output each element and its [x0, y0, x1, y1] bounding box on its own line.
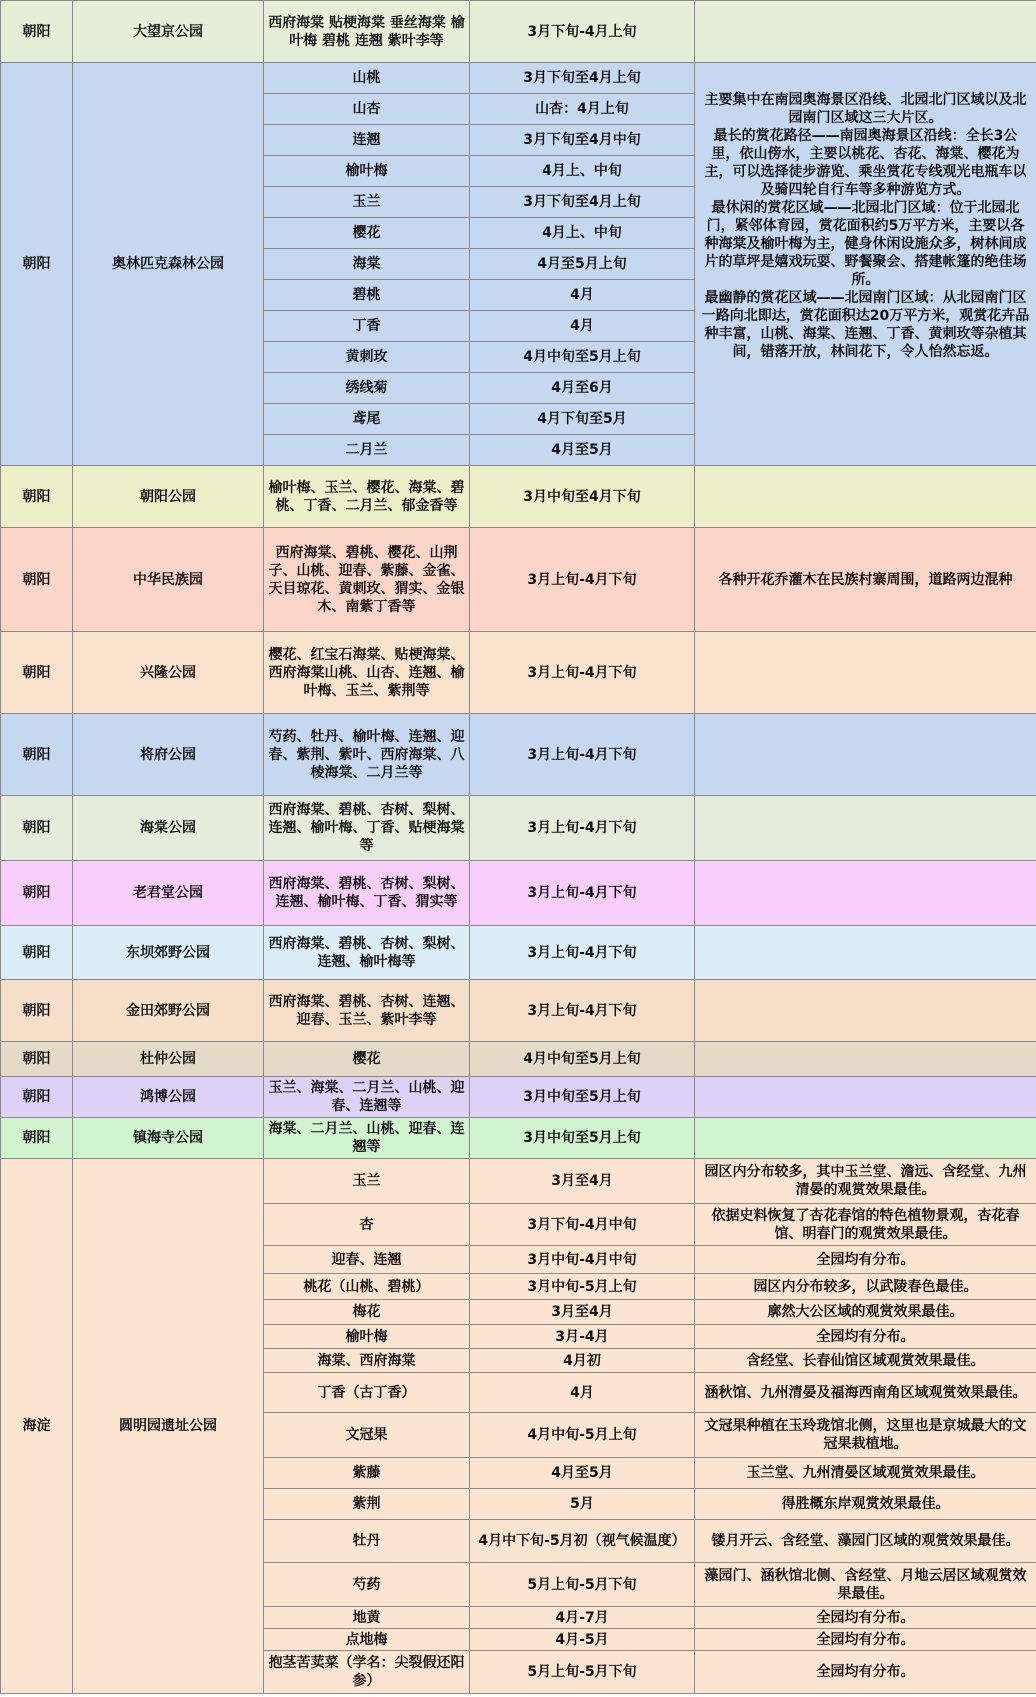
- note-cell: 全园均有分布。: [695, 1651, 1036, 1694]
- table-row: [1, 1042, 1036, 1077]
- bloom-period-cell: 5月上旬-5月下旬: [470, 1651, 695, 1694]
- park-name-cell: 朝阳公园: [73, 466, 264, 528]
- park-name-cell: 鸿博公园: [73, 1077, 264, 1118]
- flower-type-cell: 丁香: [264, 311, 470, 342]
- table-row: [1, 1, 1036, 63]
- bloom-period-cell: 3月中旬-5月上旬: [470, 1274, 695, 1300]
- note-cell: 全园均有分布。: [695, 1246, 1036, 1274]
- flower-types-cell: 樱花、红宝石海棠、贴梗海棠、西府海棠山桃、山杏、连翘、榆叶梅、玉兰、紫荆等: [264, 632, 470, 714]
- bloom-period-cell: 5月: [470, 1489, 695, 1520]
- flower-type-cell: 文冠果: [264, 1413, 470, 1458]
- bloom-period-cell: 4月中下旬-5月初（视气候温度）: [470, 1520, 695, 1563]
- district-cell: 朝阳: [1, 796, 73, 861]
- bloom-period-cell: 4月中旬至5月上旬: [470, 1042, 695, 1077]
- bloom-period-cell: 3月中旬至5月上旬: [470, 1077, 695, 1118]
- bloom-period-cell: 3月至4月: [470, 1159, 695, 1204]
- note-cell: [695, 796, 1036, 861]
- bloom-period-cell: 3月上旬-4月下旬: [470, 926, 695, 980]
- flower-type-cell: 迎春、连翘: [264, 1246, 470, 1274]
- note-cell: [695, 1118, 1036, 1159]
- flower-type-cell: 桃花（山桃、碧桃）: [264, 1274, 470, 1300]
- flower-type-cell: 海棠: [264, 249, 470, 280]
- flower-types-cell: 西府海棠、碧桃、杏树、梨树、连翘、榆叶梅、丁香、贴梗海棠等: [264, 796, 470, 861]
- bloom-period-cell: 4月上、中旬: [470, 218, 695, 249]
- table-row: [1, 714, 1036, 796]
- bloom-period-cell: 4月: [470, 280, 695, 311]
- note-cell: 镂月开云、含经堂、藻园门区域的观赏效果最佳。: [695, 1520, 1036, 1563]
- flower-type-cell: 山杏: [264, 94, 470, 125]
- flower-type-cell: 抱茎苦荬菜（学名：尖裂假还阳参）: [264, 1651, 470, 1694]
- flower-type-cell: 榆叶梅: [264, 1325, 470, 1349]
- note-cell: 含经堂、长春仙馆区域观赏效果最佳。: [695, 1349, 1036, 1373]
- note-cell: [695, 980, 1036, 1042]
- note-cell: [695, 1, 1036, 63]
- park-name-cell: 金田郊野公园: [73, 980, 264, 1042]
- district-cell: 朝阳: [1, 1077, 73, 1118]
- flower-types-cell: 西府海棠、碧桃、杏树、梨树、连翘、榆叶梅、丁香、猬实等: [264, 861, 470, 926]
- bloom-period-cell: 3月至4月: [470, 1300, 695, 1325]
- district-cell: 朝阳: [1, 63, 73, 466]
- table-row: [1, 63, 1036, 94]
- bloom-period-cell: 4月至5月: [470, 435, 695, 466]
- bloom-period-cell: 3月上旬-4月下旬: [470, 714, 695, 796]
- bloom-period-cell: 3月上旬-4月下旬: [470, 861, 695, 926]
- park-name-cell: 中华民族园: [73, 528, 264, 632]
- note-cell: 园区内分布较多，其中玉兰堂、澹远、含经堂、九州清晏的观赏效果最佳。: [695, 1159, 1036, 1204]
- flower-type-cell: 黄刺玫: [264, 342, 470, 373]
- park-name-cell: 镇海寺公园: [73, 1118, 264, 1159]
- park-name-cell: 东坝郊野公园: [73, 926, 264, 980]
- table-row: [1, 926, 1036, 980]
- bloom-period-cell: 4月-5月: [470, 1629, 695, 1651]
- note-cell: 主要集中在南园奥海景区沿线、北园北门区域以及北园南门区域这三大片区。 最长的赏花路径——南园奥海景区沿线：全长3公里，依山傍水，主要以桃花、杏花、海棠、樱花为主，可以选择徒步游览、乘坐赏花专线观光电瓶车以及骑四轮自行车等多种游览方式。 最休闲的赏花区域——北园北门区域：位于北园北门，紧邻体育园，赏花面积约5万平方米，主要以各种海棠及榆叶梅为主，健身休闲设施众多，树林间成片的草坪是嬉戏玩耍、野餐聚会、搭建帐篷的绝佳场所。 最幽静的赏花区域——北园南门区域：从北园南门区一路向北即达，赏花面积达20万平方米，观赏花卉品种丰富，山桃、海棠、连翘、丁香、黄刺玫等杂植其间，错落开放，林间花下，令人怡然忘返。: [695, 63, 1036, 466]
- table-body: [1, 1, 1036, 1694]
- park-name-cell: 将府公园: [73, 714, 264, 796]
- bloom-period-cell: 3月上旬-4月下旬: [470, 796, 695, 861]
- flower-type-cell: 樱花: [264, 218, 470, 249]
- flower-type-cell: 二月兰: [264, 435, 470, 466]
- note-cell: 全园均有分布。: [695, 1607, 1036, 1629]
- flower-types-cell: 榆叶梅、玉兰、樱花、海棠、碧桃、丁香、二月兰、郁金香等: [264, 466, 470, 528]
- bloom-period-cell: 3月下旬-4月上旬: [470, 1, 695, 63]
- district-cell: 朝阳: [1, 1042, 73, 1077]
- table-row: [1, 466, 1036, 528]
- flower-type-cell: 海棠、西府海棠: [264, 1349, 470, 1373]
- bloom-period-cell: 3月下旬至4月上旬: [470, 187, 695, 218]
- bloom-period-cell: 3月下旬至4月上旬: [470, 63, 695, 94]
- note-cell: 藻园门、涵秋馆北侧、含经堂、月地云居区域观赏效果最佳。: [695, 1563, 1036, 1607]
- district-cell: 朝阳: [1, 861, 73, 926]
- flower-types-cell: 西府海棠、碧桃、杏树、梨树、连翘、榆叶梅等: [264, 926, 470, 980]
- flower-type-cell: 连翘: [264, 125, 470, 156]
- table-row: [1, 796, 1036, 861]
- bloom-period-cell: 3月上旬-4月下旬: [470, 528, 695, 632]
- district-cell: 朝阳: [1, 466, 73, 528]
- bloom-period-cell: 4月中旬-5月上旬: [470, 1413, 695, 1458]
- bloom-period-cell: 5月上旬-5月下旬: [470, 1563, 695, 1607]
- flower-type-cell: 梅花: [264, 1300, 470, 1325]
- flower-type-cell: 山桃: [264, 63, 470, 94]
- note-cell: 园区内分布较多，以武陵春色最佳。: [695, 1274, 1036, 1300]
- flower-types-cell: 西府海棠、碧桃、杏树、连翘、迎春、玉兰、紫叶李等: [264, 980, 470, 1042]
- park-name-cell: 海棠公园: [73, 796, 264, 861]
- park-name-cell: 圆明园遗址公园: [73, 1159, 264, 1694]
- table-row: [1, 861, 1036, 926]
- bloom-period-cell: 3月中旬至4月下旬: [470, 466, 695, 528]
- note-cell: 玉兰堂、九州清晏区域观赏效果最佳。: [695, 1458, 1036, 1489]
- bloom-period-cell: 3月上旬-4月下旬: [470, 980, 695, 1042]
- bloom-period-cell: 4月: [470, 311, 695, 342]
- flower-type-cell: 芍药: [264, 1563, 470, 1607]
- bloom-period-cell: 4月下旬至5月: [470, 404, 695, 435]
- table-row: [1, 980, 1036, 1042]
- park-name-cell: 杜仲公园: [73, 1042, 264, 1077]
- flower-type-cell: 杏: [264, 1204, 470, 1246]
- park-name-cell: 老君堂公园: [73, 861, 264, 926]
- flower-types-cell: 玉兰、海棠、二月兰、山桃、迎春、连翘等: [264, 1077, 470, 1118]
- bloom-period-cell: 3月中旬至5月上旬: [470, 1118, 695, 1159]
- flower-types-cell: 海棠、二月兰、山桃、迎春、连翘等: [264, 1118, 470, 1159]
- flower-types-cell: 樱花: [264, 1042, 470, 1077]
- note-cell: [695, 632, 1036, 714]
- flower-type-cell: 点地梅: [264, 1629, 470, 1651]
- note-cell: 全园均有分布。: [695, 1629, 1036, 1651]
- district-cell: 朝阳: [1, 632, 73, 714]
- park-name-cell: 奥林匹克森林公园: [73, 63, 264, 466]
- note-cell: 廓然大公区域的观赏效果最佳。: [695, 1300, 1036, 1325]
- bloom-period-cell: 4月上、中旬: [470, 156, 695, 187]
- flower-type-cell: 榆叶梅: [264, 156, 470, 187]
- table-row: [1, 1159, 1036, 1204]
- district-cell: 朝阳: [1, 1118, 73, 1159]
- table-row: [1, 528, 1036, 632]
- bloom-period-cell: 4月-7月: [470, 1607, 695, 1629]
- district-cell: 朝阳: [1, 926, 73, 980]
- bloom-period-cell: 4月至5月: [470, 1458, 695, 1489]
- flower-type-cell: 紫藤: [264, 1458, 470, 1489]
- flower-type-cell: 碧桃: [264, 280, 470, 311]
- flower-type-cell: 鸢尾: [264, 404, 470, 435]
- bloom-period-cell: 3月下旬-4月中旬: [470, 1204, 695, 1246]
- flower-type-cell: 玉兰: [264, 187, 470, 218]
- note-cell: 涵秋馆、九州清晏及福海西南角区域观赏效果最佳。: [695, 1373, 1036, 1413]
- note-cell: [695, 1077, 1036, 1118]
- note-cell: [695, 714, 1036, 796]
- note-cell: 得胜概东岸观赏效果最佳。: [695, 1489, 1036, 1520]
- park-name-cell: 兴隆公园: [73, 632, 264, 714]
- district-cell: 朝阳: [1, 528, 73, 632]
- bloom-period-cell: 3月中旬-4月中旬: [470, 1246, 695, 1274]
- note-cell: 文冠果种植在玉玲珑馆北侧，这里也是京城最大的文冠果栽植地。: [695, 1413, 1036, 1458]
- flower-type-cell: 牡丹: [264, 1520, 470, 1563]
- flower-types-cell: 西府海棠、碧桃、樱花、山荆子、山桃、迎春、紫藤、金雀、天目琼花、黄刺玫、猬实、金银木、南紫丁香等: [264, 528, 470, 632]
- bloom-period-cell: 3月上旬-4月下旬: [470, 632, 695, 714]
- bloom-period-cell: 4月至6月: [470, 373, 695, 404]
- district-cell: 朝阳: [1, 714, 73, 796]
- district-cell: 海淀: [1, 1159, 73, 1694]
- note-cell: [695, 926, 1036, 980]
- note-cell: 全园均有分布。: [695, 1325, 1036, 1349]
- park-name-cell: 大望京公园: [73, 1, 264, 63]
- bloom-period-cell: 4月至5月上旬: [470, 249, 695, 280]
- note-cell: 依据史料恢复了杏花春馆的特色植物景观，杏花春馆、明春门的观赏效果最佳。: [695, 1204, 1036, 1246]
- district-cell: 朝阳: [1, 980, 73, 1042]
- table-row: [1, 1077, 1036, 1118]
- bloom-period-cell: 4月初: [470, 1349, 695, 1373]
- note-cell: 各种开花乔灌木在民族村寨周围，道路两边混种: [695, 528, 1036, 632]
- flower-type-cell: 丁香（古丁香）: [264, 1373, 470, 1413]
- district-cell: 朝阳: [1, 1, 73, 63]
- table-row: [1, 632, 1036, 714]
- note-cell: [695, 1042, 1036, 1077]
- note-cell: [695, 466, 1036, 528]
- bloom-period-cell: 3月下旬至4月中旬: [470, 125, 695, 156]
- bloom-period-cell: 3月-4月: [470, 1325, 695, 1349]
- note-cell: [695, 861, 1036, 926]
- flower-type-cell: 紫荆: [264, 1489, 470, 1520]
- flower-type-cell: 绣线菊: [264, 373, 470, 404]
- flower-type-cell: 地黄: [264, 1607, 470, 1629]
- bloom-period-cell: 4月中旬至5月上旬: [470, 342, 695, 373]
- flower-types-cell: 芍药、牡丹、榆叶梅、连翘、迎春、紫荆、紫叶、西府海棠、八棱海棠、二月兰等: [264, 714, 470, 796]
- table-row: [1, 1118, 1036, 1159]
- flower-type-cell: 玉兰: [264, 1159, 470, 1204]
- flower-types-cell: 西府海棠 贴梗海棠 垂丝海棠 榆叶梅 碧桃 连翘 紫叶李等: [264, 1, 470, 63]
- bloom-period-cell: 山杏：4月上旬: [470, 94, 695, 125]
- bloom-period-cell: 4月: [470, 1373, 695, 1413]
